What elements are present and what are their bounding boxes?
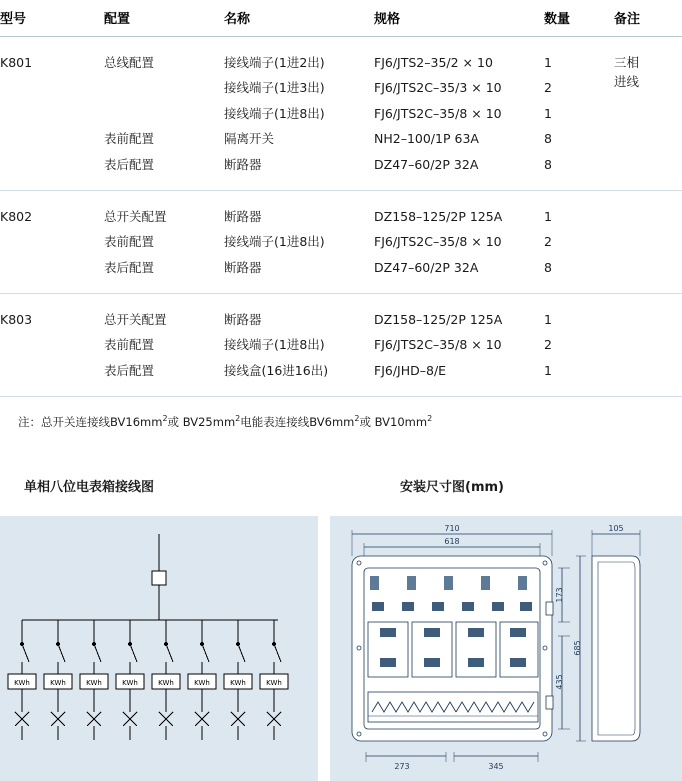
dim-label-top-outer: 710 [444,523,460,533]
dimension-diagram-title: 安装尺寸图(mm) [400,479,504,495]
side-view-outline [592,556,640,741]
cell-spec: FJ6/JTS2C–35/3 × 10 [374,80,502,96]
cell-name: 接线端子(1进8出) [224,337,325,353]
cell-spec: DZ47–60/2P 32A [374,259,479,275]
dim-label-right-lower: 435 [555,673,564,690]
cell-spec: DZ158–125/2P 125A [374,312,503,327]
breaker-symbol [267,712,281,726]
cell-spec: FJ6/JTS2C–35/8 × 10 [374,234,502,250]
cell-name: 接线端子(1进2出) [224,55,325,70]
cell-config: 总开关配置 [104,312,167,327]
cell-remark [614,50,682,177]
breaker-symbol [87,712,101,726]
header-qty: 数量 [544,0,614,37]
cell-name: 接线端子(1进3出) [224,80,325,96]
cell-qty: 8 [544,156,552,172]
breaker-symbol [159,712,173,726]
table-row [0,307,682,332]
diagram-panels [0,516,682,781]
wiring-schematic-svg [0,516,318,781]
spacer [0,190,682,204]
cell-name: 接线盒(16进16出) [224,362,329,378]
cell-config: 总开关配置 [104,208,167,224]
cell-name: 接线端子(1进8出) [224,105,325,121]
cell-spec: DZ47–60/2P 32A [374,156,479,172]
cell-config: 总线配置 [104,55,155,70]
main-switch-box [152,571,166,585]
breaker-symbol [195,712,209,726]
header-name: 名称 [224,0,374,37]
dim-label-bottom-right: 345 [488,761,504,771]
cell-name: 断路器 [224,259,262,275]
table-footnote [0,397,682,431]
dim-label-top-inner: 618 [444,536,460,546]
footnote-sup-1: 2 [162,414,168,424]
footnote-sup-3: 2 [354,414,360,424]
cell-remark [614,307,682,383]
dim-label-depth: 105 [608,523,624,533]
breaker-symbol [231,712,245,726]
table-row [0,204,682,229]
cell-qty: 2 [544,337,552,353]
cell-model: K802 [0,208,33,224]
footnote-sup-2: 2 [235,414,241,424]
dimension-drawing-svg [330,516,682,781]
cell-name: 断路器 [224,156,262,172]
breaker-symbol [123,712,137,726]
diagram-titles [0,476,682,498]
cell-config: 表后配置 [104,156,155,172]
table-row [0,50,682,75]
cell-config [104,75,224,100]
cell-qty: 1 [544,312,552,327]
cell-qty: 2 [544,234,552,250]
cell-config: 表后配置 [104,362,155,378]
cell-spec: DZ158–125/2P 125A [374,208,503,224]
footnote-part-4: 或 BV10mm [359,415,428,430]
cell-qty: 1 [544,208,552,224]
meter-label: KWh [158,678,174,687]
dimension-diagram-panel [330,516,682,781]
cell-spec: FJ6/JTS2C–35/8 × 10 [374,337,502,353]
cell-qty: 8 [544,259,552,275]
spacer [0,294,682,308]
meter-label: KWh [230,678,246,687]
cell-config: 表前配置 [104,234,155,250]
cell-config [104,101,224,126]
meter-label: KWh [122,678,138,687]
diagram-section [0,476,682,781]
cell-qty: 1 [544,55,552,70]
meter-label: KWh [14,678,30,687]
spacer [0,37,682,51]
dim-label-right-outer: 685 [573,639,582,656]
meter-label: KWh [194,678,210,687]
header-remark: 备注 [614,0,682,37]
header-model: 型号 [0,0,104,37]
dim-label-right-upper: 173 [555,586,564,603]
cell-name: 隔离开关 [224,131,275,147]
cell-qty: 2 [544,80,552,96]
wiring-diagram-panel [0,516,318,781]
footnote-sup-4: 2 [427,414,433,424]
cell-qty: 1 [544,362,552,378]
footnote-part-3: 电能表连接线BV6mm [240,415,355,430]
cell-model: K803 [0,312,33,327]
footnote-part-1: 注：总开关连接线BV16mm [18,415,163,430]
remark-line-1: 三相 [614,55,640,70]
cell-spec: FJ6/JTS2C–35/8 × 10 [374,105,502,121]
spacer [0,383,682,396]
dim-label-bottom-left: 273 [394,761,410,771]
cell-qty: 1 [544,105,552,121]
wiring-diagram-title: 单相八位电表箱接线图 [24,479,155,495]
remark-line-2: 进线 [614,74,640,90]
cell-model: K801 [0,55,33,70]
cell-qty: 8 [544,131,552,147]
meter-label: KWh [266,678,282,687]
meter-labels [14,679,282,687]
breaker-symbol [51,712,65,726]
cell-config: 表前配置 [104,337,155,353]
cell-name: 断路器 [224,208,262,224]
cell-remark [614,204,682,280]
cell-spec: NH2–100/1P 63A [374,131,479,147]
header-spec: 规格 [374,0,544,37]
spacer [0,280,682,293]
cell-name: 断路器 [224,312,262,327]
breaker-symbol [15,712,29,726]
spacer [0,177,682,190]
cell-name: 接线端子(1进8出) [224,234,325,250]
table-header-row [0,0,682,37]
header-config: 配置 [104,0,224,37]
cell-spec: FJ6/JHD–8/E [374,362,447,378]
cell-config: 表前配置 [104,131,155,147]
meter-label: KWh [86,678,102,687]
cell-config: 表后配置 [104,259,155,275]
meter-label: KWh [50,678,66,687]
footnote-part-2: 或 BV25mm [167,415,236,430]
cell-spec: FJ6/JTS2–35/2 × 10 [374,55,493,70]
